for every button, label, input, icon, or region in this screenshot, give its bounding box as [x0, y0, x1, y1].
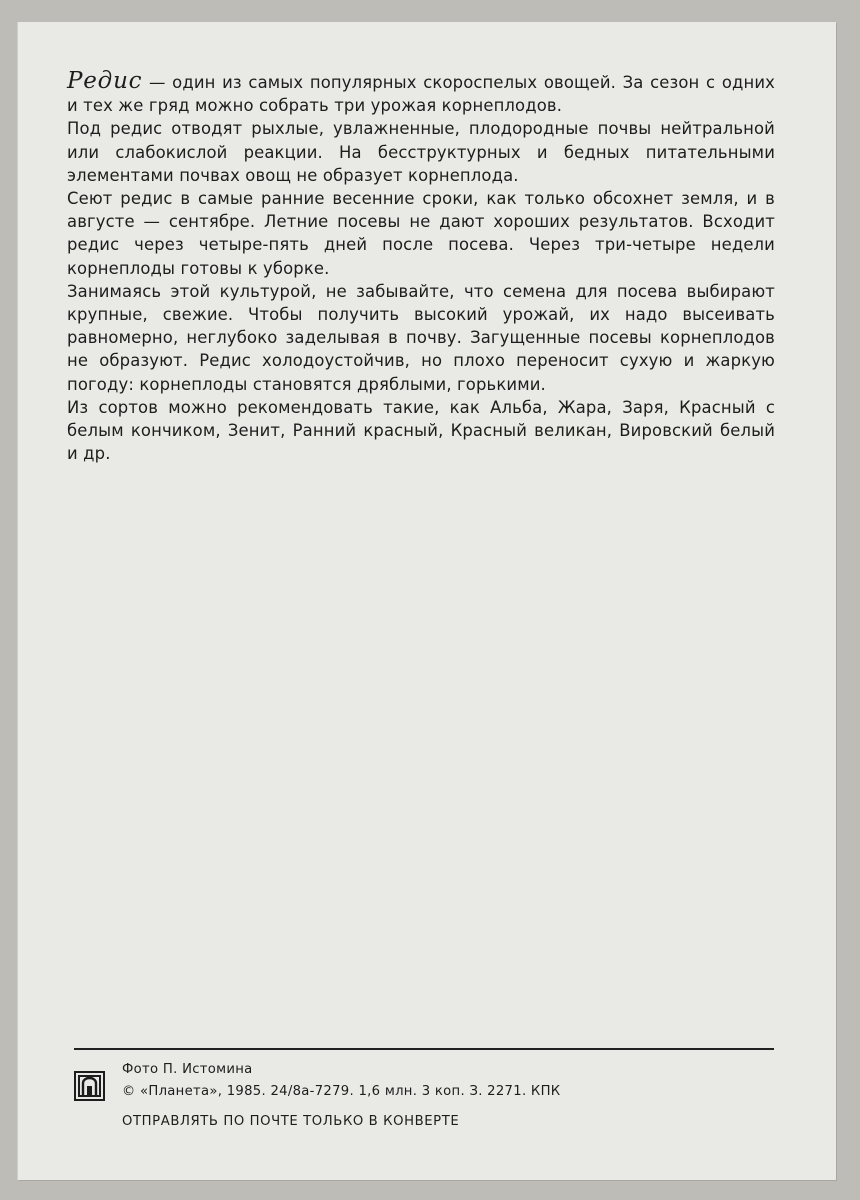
postcard-back	[18, 22, 836, 1180]
photo-credit: Фото П. Истомина	[122, 1062, 253, 1077]
publisher-logo-icon	[74, 1071, 105, 1101]
paragraph-2: Под редис отводят рыхлые, увлажненные, плодородные почвы нейтральной или слабокислой реакции. На бесструктурных и бедных питательными элементами почвах овощ не образует корнеплода.	[67, 119, 775, 185]
article-title-word: Редис	[67, 68, 143, 94]
footer-divider	[74, 1048, 774, 1050]
publisher-imprint: © «Планета», 1985. 24/8а-7279. 1,6 млн. 3 коп. З. 2271. КПК	[122, 1084, 561, 1099]
article-text	[67, 70, 775, 465]
paragraph-4: Занимаясь этой культурой, не забывайте, что семена для посева выбирают крупные, свежие. Чтобы получить высокий урожай, их надо высеивать равномерно, неглубоко заделывая в почву. Загущенные посевы корнеплодов не образуют. Редис холодоустойчив, но плохо переносит сухую и жаркую погоду: корнеплоды становятся дряблыми, горькими.	[67, 281, 775, 394]
paragraph-1-text: — один из самых популярных скороспелых овощей. За сезон с одних и тех же гряд можно собрать три урожая корнеплодов.	[67, 73, 775, 116]
mail-notice: ОТПРАВЛЯТЬ ПО ПОЧТЕ ТОЛЬКО В КОНВЕРТЕ	[122, 1114, 460, 1129]
paragraph-3: Сеют редис в самые ранние весенние сроки, как только обсохнет земля, и в августе — сентябре. Летние посевы не дают хороших результатов. Всходит редис через четыре-пять дней после посева. Через три-четыре недели корнеплоды готовы к уборке.	[67, 189, 775, 278]
paragraph-5: Из сортов можно рекомендовать такие, как Альба, Жара, Заря, Красный с белым кончиком, Зенит, Ранний красный, Красный великан, Вировский белый и др.	[67, 397, 775, 464]
paragraph-1	[67, 70, 775, 117]
